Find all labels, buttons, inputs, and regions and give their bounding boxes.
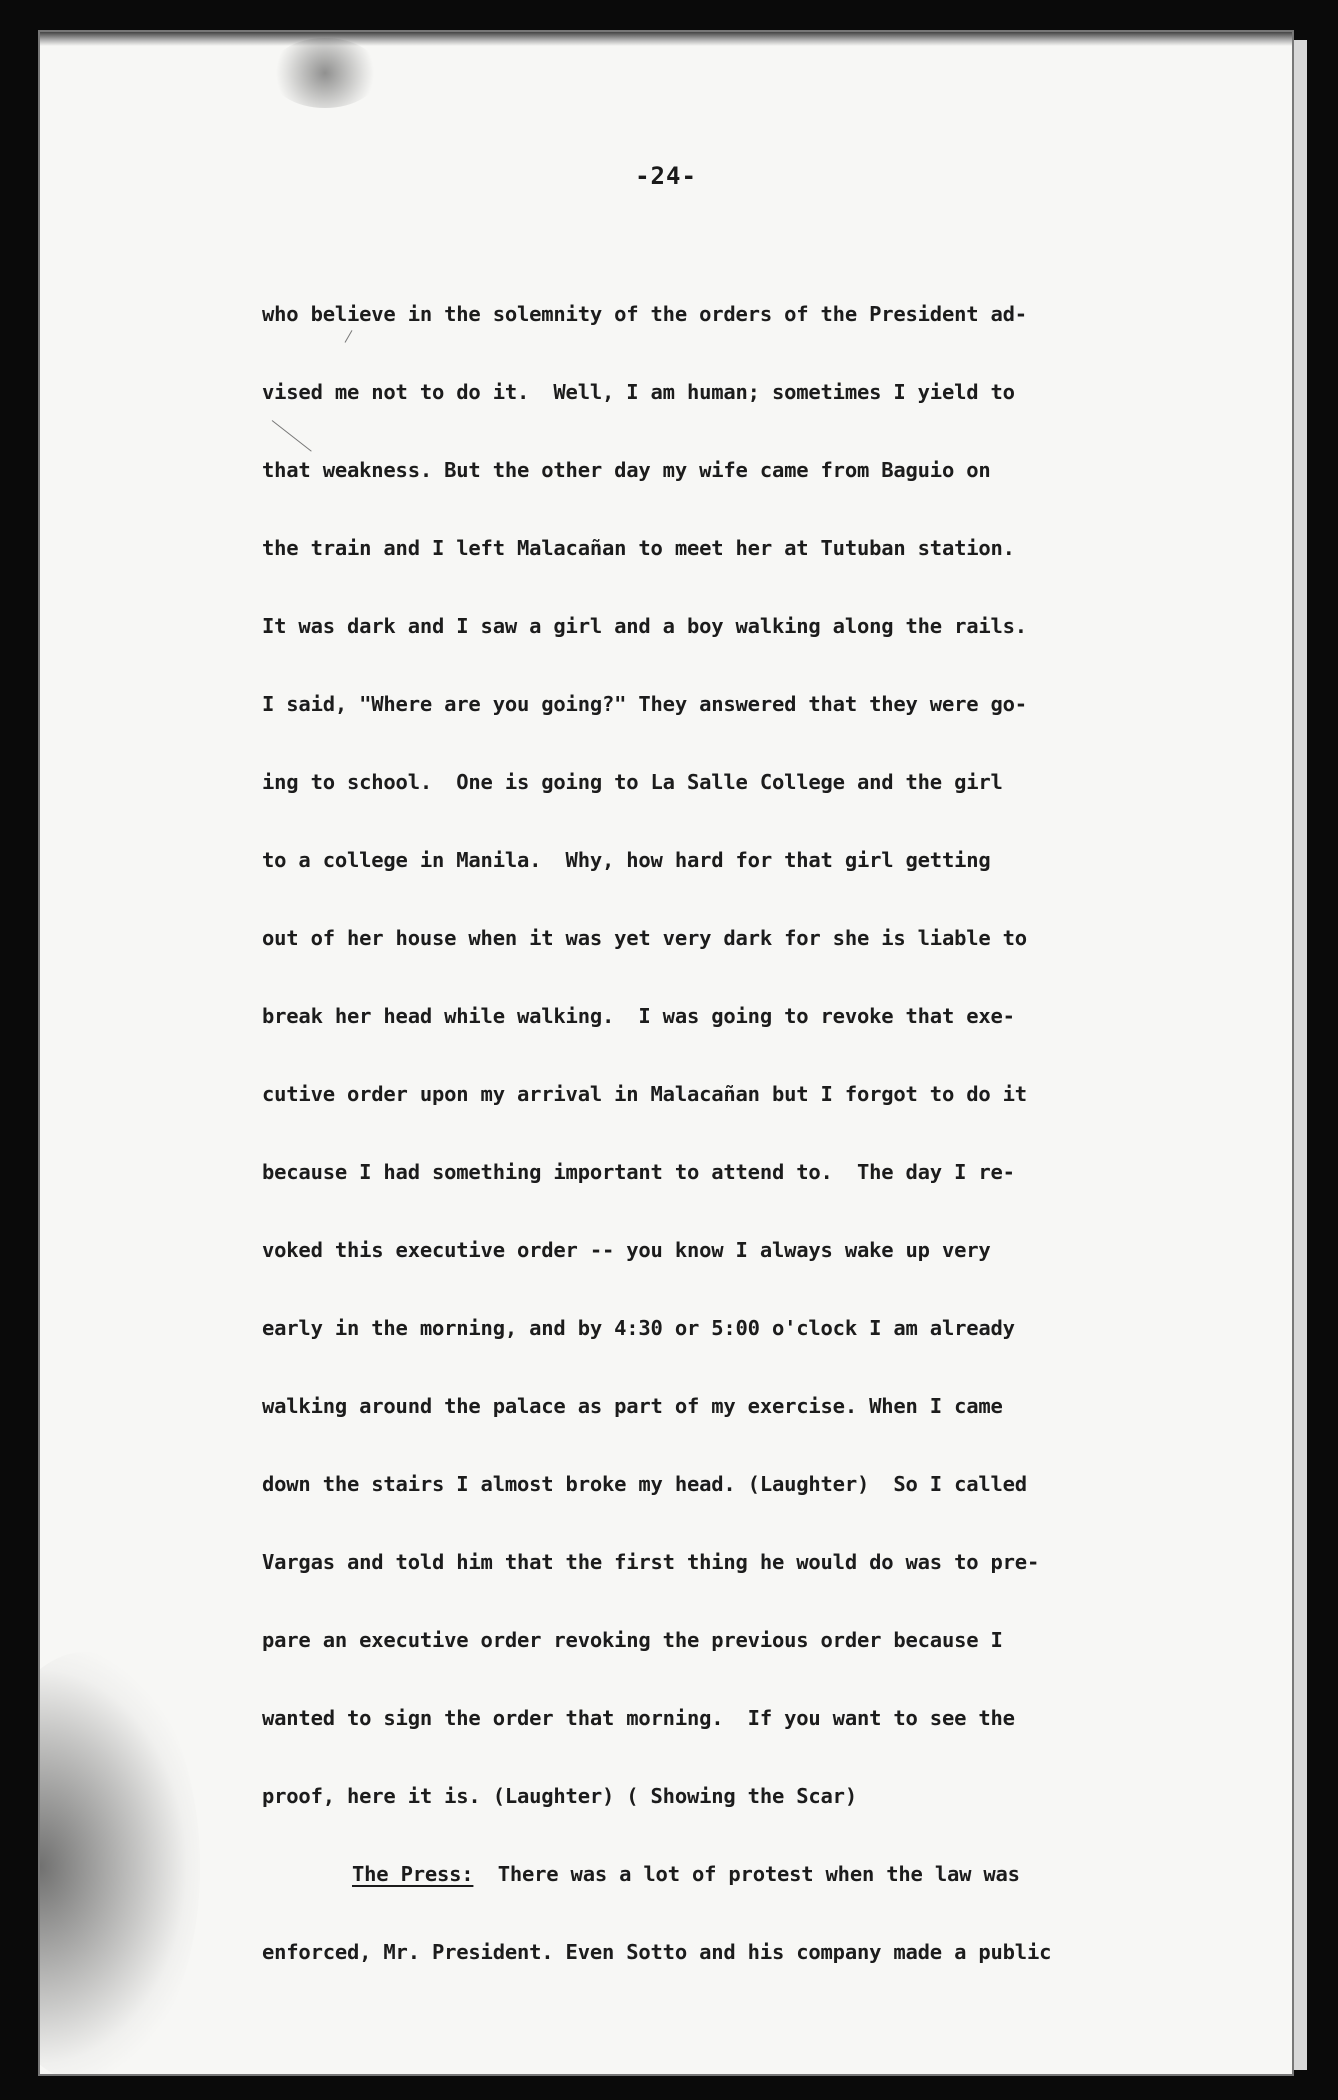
text-line: wanted to sign the order that morning. If you want to see the (262, 1706, 1015, 1730)
text-line: down the stairs I almost broke my head. (Laughter) So I called (262, 1472, 1027, 1496)
text-line: pare an executive order revoking the previous order because I (262, 1628, 1003, 1652)
top-smudge (270, 38, 380, 108)
thumb-print-shadow (40, 1652, 200, 2074)
text-line: cutive order upon my arrival in Malacañan but I forgot to do it (262, 1082, 1027, 1106)
text-line: walking around the palace as part of my exercise. When I came (262, 1394, 1003, 1418)
speaker-label: The Press: (352, 1862, 474, 1886)
text-line: who believe in the solemnity of the orders of the President ad- (262, 302, 1027, 326)
text-line: out of her house when it was yet very dark for she is liable to (262, 926, 1027, 950)
text-line: break her head while walking. I was going to revoke that exe- (262, 1004, 1015, 1028)
speaker-paragraph (262, 1854, 1162, 1932)
text-line: because I had something important to attend to. The day I re- (262, 1160, 1015, 1184)
page-top-edge (40, 32, 1292, 46)
text-line: I said, "Where are you going?" They answered that they were go- (262, 692, 1027, 716)
body-text (262, 294, 1162, 2010)
text-line: voked this executive order -- you know I always wake up very (262, 1238, 991, 1262)
text-line: proof, here it is. (Laughter) ( Showing the Scar) (262, 1784, 857, 1808)
text-line: that weakness. But the other day my wife came from Baguio on (262, 458, 991, 482)
speaker-text: There was a lot of protest when the law was (473, 1862, 1020, 1886)
text-line: ing to school. One is going to La Salle College and the girl (262, 770, 1003, 794)
text-line: to a college in Manila. Why, how hard for that girl getting (262, 848, 991, 872)
text-line: It was dark and I saw a girl and a boy walking along the rails. (262, 614, 1027, 638)
text-line: the train and I left Malacañan to meet her at Tutuban station. (262, 536, 1015, 560)
text-line: enforced, Mr. President. Even Sotto and his company made a public (262, 1940, 1052, 1964)
page-number: -24- (635, 162, 697, 190)
text-line: vised me not to do it. Well, I am human; sometimes I yield to (262, 380, 1015, 404)
typewritten-page (40, 32, 1292, 2074)
text-line: early in the morning, and by 4:30 or 5:00 o'clock I am already (262, 1316, 1015, 1340)
text-line: Vargas and told him that the first thing he would do was to pre- (262, 1550, 1040, 1574)
